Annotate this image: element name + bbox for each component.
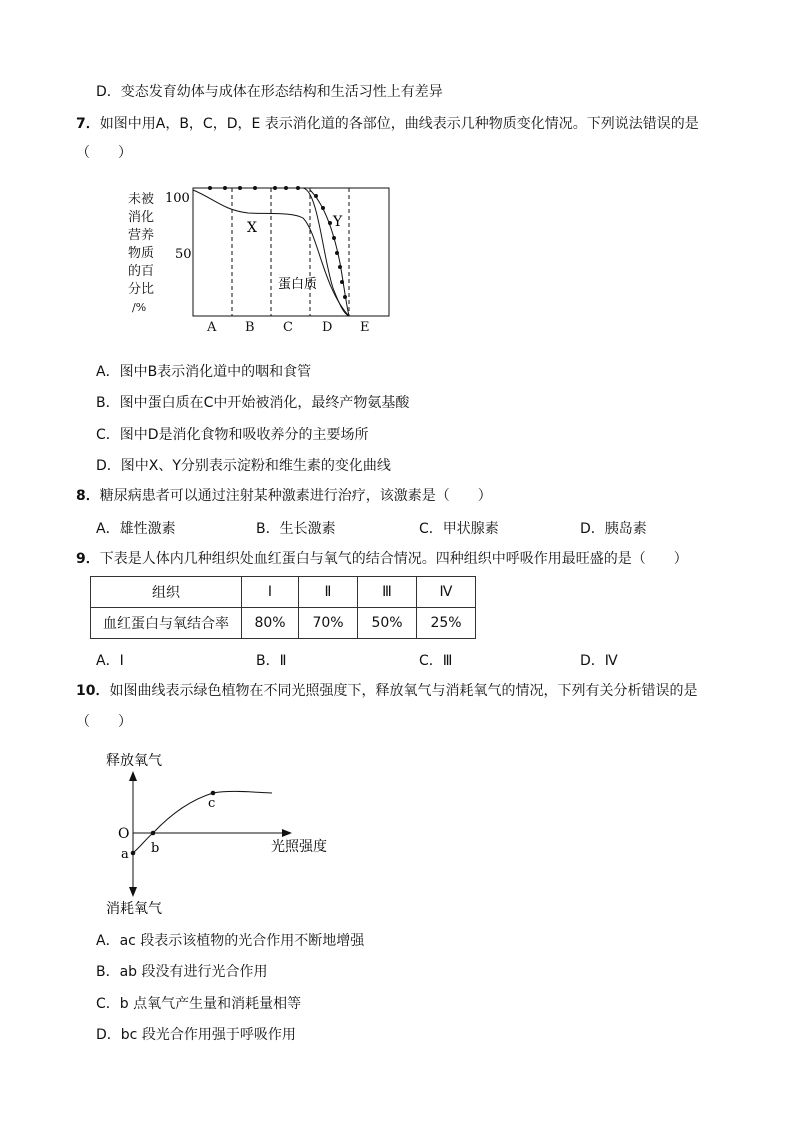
- q7-y-dots: [314, 194, 347, 299]
- table-header-cell: Ⅲ: [358, 577, 417, 608]
- q7-ytick-100: 100: [165, 191, 190, 206]
- table-cell: 血红蛋白与氧结合率: [91, 608, 242, 639]
- q8-option-b: B．生长激素: [256, 521, 336, 537]
- q7-ylabel: [128, 191, 154, 314]
- q7-xlabel: E: [360, 320, 370, 335]
- q7-option-b: B．图中蛋白质在C中开始被消化，最终产物氨基酸: [96, 395, 410, 411]
- q10-point-c: [211, 791, 216, 796]
- q10-point-a: [131, 851, 136, 856]
- q7-ytick-50: 50: [175, 247, 192, 262]
- table-cell: 80%: [242, 608, 299, 639]
- table-header-cell: Ⅱ: [299, 577, 358, 608]
- q8-number: 8．: [76, 488, 100, 504]
- q10-stem: [76, 681, 697, 701]
- q8-stem-text: 糖尿病患者可以通过注射某种激素进行治疗，该激素是（ ）: [99, 488, 492, 504]
- q7-ylabel-line: 的百: [128, 264, 155, 279]
- q7-frame: [193, 188, 389, 316]
- arrow-down-icon: [129, 887, 137, 897]
- q7-ylabel-line: 营养: [128, 228, 155, 243]
- q7-label-x: X: [247, 220, 257, 236]
- q10-y-up-label: 释放氧气: [106, 753, 162, 769]
- q9-option-b: B．Ⅱ: [256, 653, 287, 669]
- q10-origin: O: [118, 826, 130, 842]
- q7-label-protein: 蛋白质: [278, 277, 318, 292]
- q7-option-d: D．图中X、Y分别表示淀粉和维生素的变化曲线: [96, 458, 391, 474]
- arrow-up-icon: [129, 771, 137, 781]
- q10-option-c: C．b 点氧气产生量和消耗量相等: [96, 996, 302, 1012]
- q8-option-c: C．甲状腺素: [419, 521, 499, 537]
- q7-ylabel-line: 物质: [128, 246, 155, 261]
- q9-option-c: C．Ⅲ: [419, 653, 453, 669]
- q10-label-a: a: [121, 847, 129, 862]
- q9-table: [90, 576, 476, 639]
- q10-option-a: A．ac 段表示该植物的光合作用不断地增强: [96, 933, 365, 949]
- q10-point-b: [151, 831, 156, 836]
- q10-y-down-label: 消耗氧气: [106, 901, 162, 917]
- q10-label-c: c: [208, 796, 216, 811]
- q10-option-b: B．ab 段没有进行光合作用: [96, 964, 268, 980]
- q7-ylabel-line: 消化: [128, 210, 155, 225]
- q7-xlabel: A: [207, 320, 217, 335]
- q7-xlabel: B: [245, 320, 255, 335]
- table-cell: 25%: [417, 608, 476, 639]
- q10-number: 10．: [76, 683, 110, 699]
- q10-paren: （ ）: [76, 714, 132, 730]
- q10-label-b: b: [151, 841, 160, 856]
- q9-option-a: A．Ⅰ: [96, 653, 124, 669]
- table-header-cell: Ⅳ: [417, 577, 476, 608]
- q7-paren: （ ）: [76, 145, 132, 161]
- q7-ylabel-line: 分比: [128, 282, 155, 297]
- q9-stem: [76, 549, 688, 569]
- table-row: [91, 577, 476, 608]
- q7-ylabel-line: 未被: [128, 192, 155, 207]
- table-row: [91, 608, 476, 639]
- q7-ylabel-line: /%: [132, 301, 147, 314]
- q8-option-a: A．雄性激素: [96, 521, 176, 537]
- q7-option-c: C．图中D是消化食物和吸收养分的主要场所: [96, 427, 369, 443]
- q7-stem: [76, 114, 699, 134]
- q9-number: 9．: [76, 551, 100, 567]
- q8-stem: [76, 486, 492, 506]
- table-cell: 50%: [358, 608, 417, 639]
- q7-xlabel: D: [322, 320, 333, 335]
- q7-xlabel: C: [283, 320, 293, 335]
- q8-option-d: D．胰岛素: [580, 521, 647, 537]
- table-header-cell: Ⅰ: [242, 577, 299, 608]
- q7-dividers: [232, 188, 349, 316]
- arrow-right-icon: [282, 829, 292, 837]
- q7-number: 7．: [76, 116, 100, 132]
- q7-stem-text: 如图中用A，B，C，D，E 表示消化道的各部位，曲线表示几种物质变化情况。下列说法错误的是: [99, 116, 699, 132]
- q10-x-label: 光照强度: [271, 839, 327, 855]
- q7-xlabels: [206, 320, 370, 335]
- table-cell: 70%: [299, 608, 358, 639]
- q10-stem-text: 如图曲线表示绿色植物在不同光照强度下，释放氧气与消耗氧气的情况，下列有关分析错误的是: [109, 683, 698, 699]
- q10-oxygen-figure: [100, 745, 340, 920]
- q7-digestion-figure: [118, 178, 398, 338]
- q7-option-a: A．图中B表示消化道中的咽和食管: [96, 364, 312, 380]
- q9-stem-text: 下表是人体内几种组织处血红蛋白与氧气的结合情况。四种组织中呼吸作用最旺盛的是（ ）: [99, 551, 688, 567]
- q10-option-d: D．bc 段光合作用强于呼吸作用: [96, 1027, 296, 1043]
- q6-option-d: D．变态发育幼体与成体在形态结构和生活习性上有差异: [96, 84, 443, 100]
- q9-option-d: D．Ⅳ: [580, 653, 618, 669]
- q7-label-y: Y: [333, 214, 343, 230]
- table-header-cell: 组织: [91, 577, 242, 608]
